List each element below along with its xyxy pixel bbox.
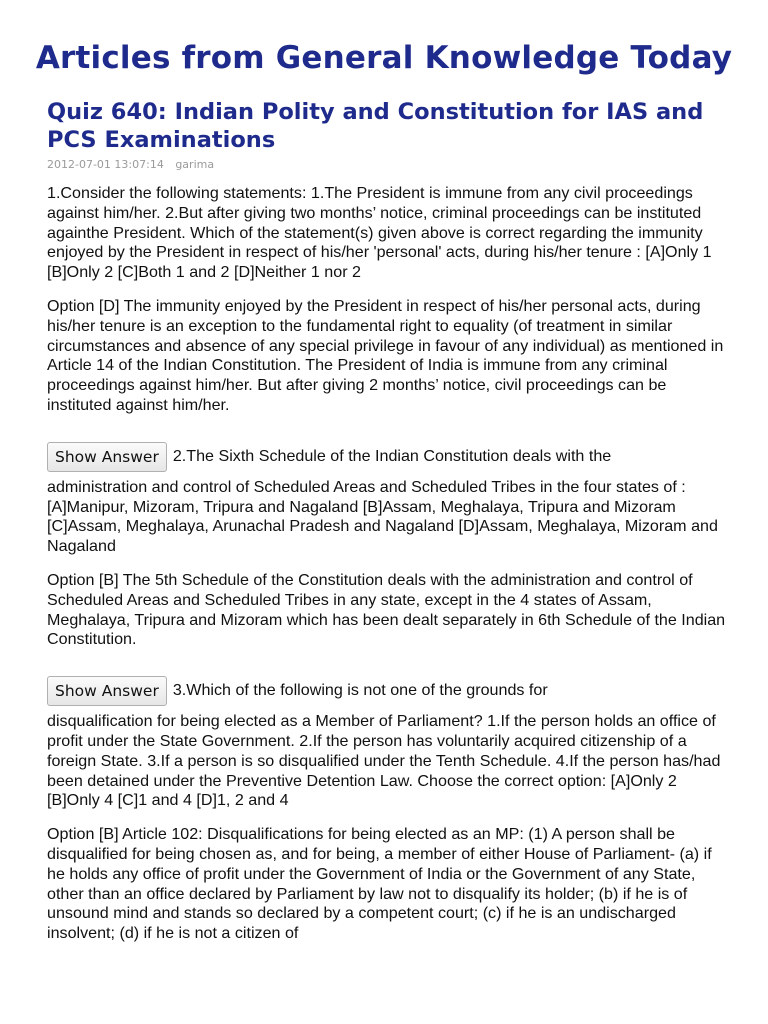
show-answer-button[interactable]: Show Answer [47, 442, 167, 472]
show-answer-button[interactable]: Show Answer [47, 676, 167, 706]
question-2-first-line: 2.The Sixth Schedule of the Indian Constitution deals with the [172, 446, 612, 465]
question-3-text: disqualification for being elected as a Member of Parliament? 1.If the person holds an office of profit under the State Government. 2.If the person has voluntarily acquired citizenship of a foreign State. 3.If a person is so disqualified under the Tenth Schedule. 4.If the person has/had been detained under the Preventive Detention Law. Choose the correct option: [A]Only 2 [B]Only 4 [C]1 and 4 [D]1, 2 and 4 [47, 712, 721, 810]
question-2-text: administration and control of Scheduled Areas and Scheduled Tribes in the four states of : [A]Manipur, Mizoram, Tripura and Nagaland [B]Assam, Meghalaya, Tripura and Mizoram [C]Assam, Meghalaya, Arunachal Pradesh and Nagaland [D]Assam, Meghalaya, Mizoram and Nagaland [47, 477, 718, 556]
article-meta [47, 157, 727, 172]
article-title: Quiz 640: Indian Polity and Constitution for IAS and PCS Examinations [47, 99, 704, 153]
answer-3-text: Option [B] Article 102: Disqualifications for being elected as an MP: (1) A person shall be disqualified for being chosen as, and for being, a member of either House of Parliament- (a) if he holds any office of profit under the Government of India or the Government of any State, other than an office declared by Parliament by law not to disqualify its holder; (b) if he is of unsound mind and stands so declared by a competent court; (c) if he is an undischarged insolvent; (d) if he is not a citizen of [47, 825, 712, 943]
article-date: 2012-07-01 13:07:14 [47, 158, 164, 171]
answer-1-text: Option [D] The immunity enjoyed by the President in respect of his/her personal acts, during his/her tenure is an exception to the fundamental right to equality (of treatment in similar circumstances and absence of any special privilege in favour of any individual) as mentioned in Article 14 of the Indian Constitution. The President of India is immune from any criminal proceedings against him/her. But after giving 2 months’ notice, civil proceedings can be instituted against him/her. [47, 296, 724, 414]
article [47, 98, 727, 944]
question-3-first-line: 3.Which of the following is not one of the grounds for [172, 681, 548, 700]
question-1-text: 1.Consider the following statements: 1.The President is immune from any civil proceedings against him/her. 2.But after giving two months’ notice, criminal proceedings can be instituted againthe President. Which of the statement(s) given above is correct regarding the immunity enjoyed by the President in respect of his/her 'personal' acts, during his/her tenure : [A]Only 1 [B]Only 2 [C]Both 1 and 2 [D]Neither 1 nor 2 [47, 184, 712, 282]
question-3 [47, 674, 727, 811]
article-author: garima [175, 158, 215, 171]
answer-2-text: Option [B] The 5th Schedule of the Constitution deals with the administration and control of Scheduled Areas and Scheduled Tribes in any state, except in the 4 states of Assam, Meghalaya, Tripura and Mizoram which has been dealt separately in 6th Schedule of the Indian Constitution. [47, 570, 726, 649]
question-2 [47, 440, 727, 557]
site-title: Articles from General Knowledge Today [35, 40, 733, 76]
